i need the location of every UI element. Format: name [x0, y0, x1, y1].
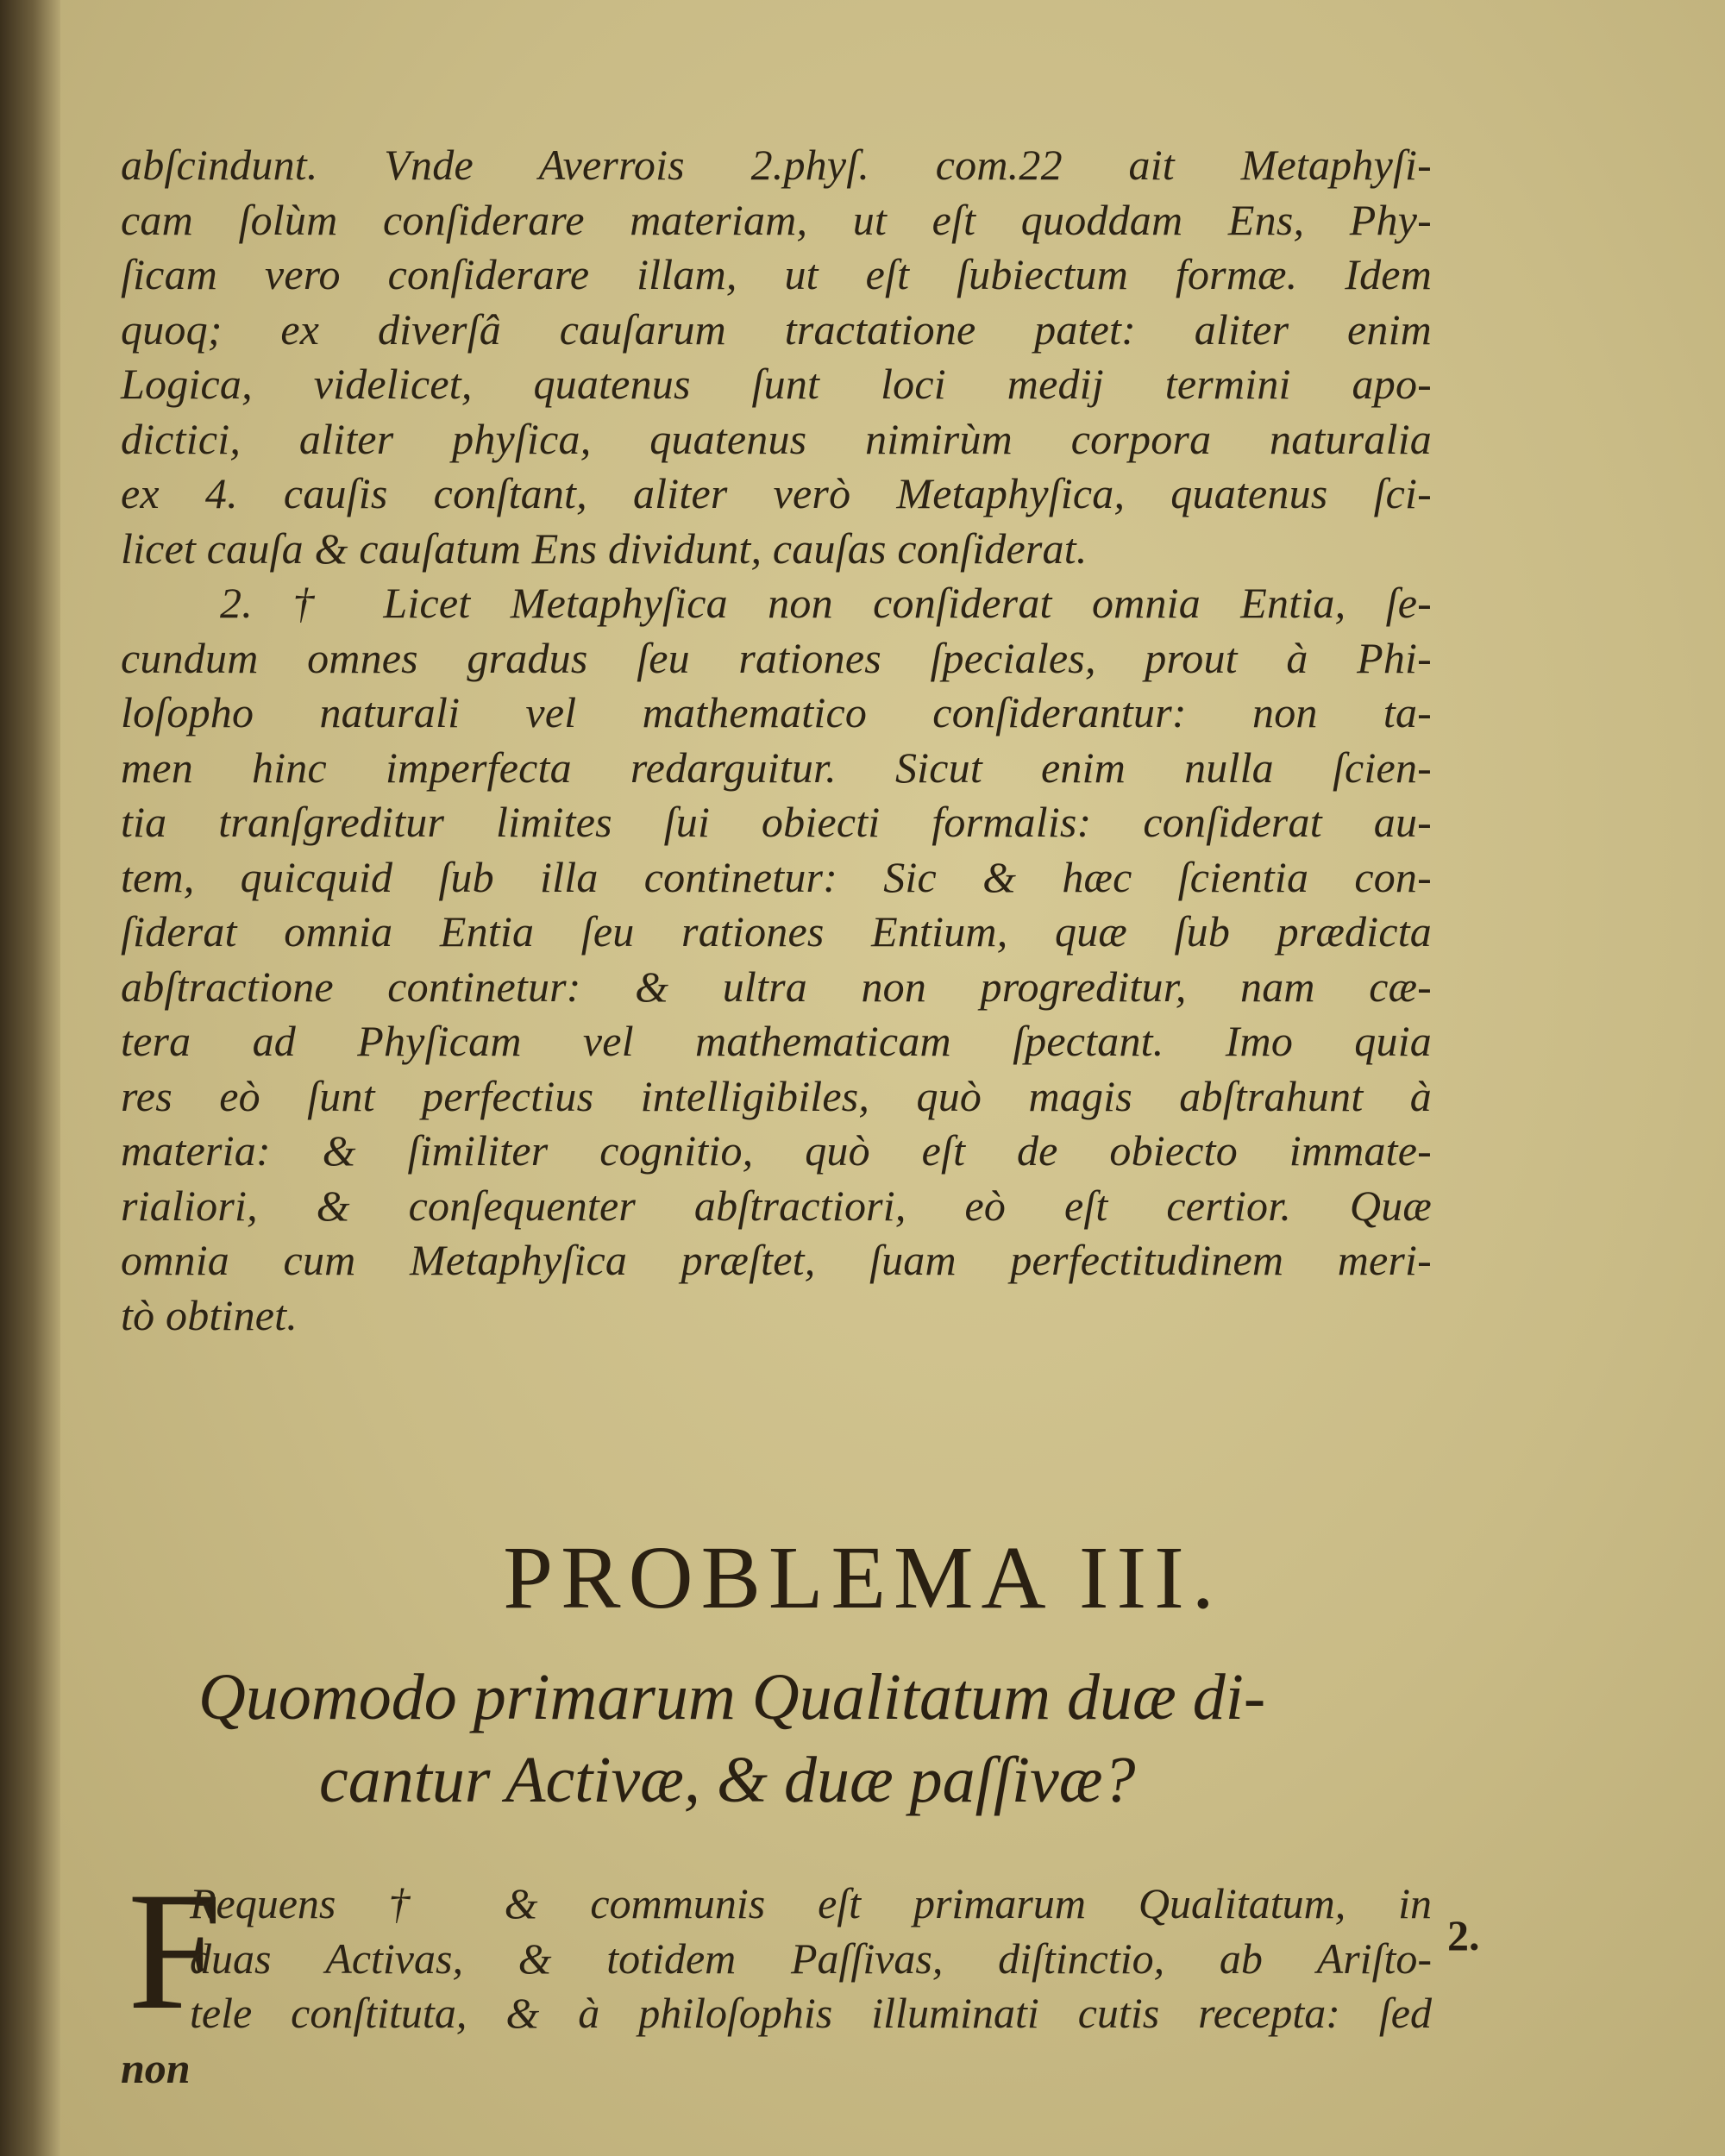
text-line: ſiderat omnia Entia ſeu rationes Entium, quæ ſub prædicta	[121, 907, 1432, 956]
body-text	[121, 138, 1432, 1343]
scan-left-edge	[0, 0, 60, 2156]
text-line: duas Activas, & totidem Paſſivas, diſtinctio, ab Ariſto-	[190, 1934, 1432, 1983]
text-line: tia tranſgreditur limites ſui obiecti formalis: conſiderat au-	[121, 798, 1432, 846]
text-line: quoq; ex diverſâ cauſarum tractatione patet: aliter enim	[121, 304, 1432, 354]
text-line: abſcindunt. Vnde Averrois 2.phyſ. com.22 ait Metaphyſi-	[121, 141, 1432, 189]
text-line: abſtractione continetur: & ultra non progreditur, nam cæ-	[121, 962, 1432, 1011]
drop-cap: F	[128, 1858, 223, 2045]
text-line: tele conſtituta, & à philoſophis illuminati cutis recepta: ſed	[190, 1989, 1432, 2037]
text-line: Requens † & communis eſt primarum Qualitatum, in	[190, 1879, 1432, 1927]
text-line: cundum omnes gradus ſeu rationes ſpeciales, prout à Phi-	[121, 633, 1432, 682]
section-heading: PROBLEMA III.	[503, 1528, 1222, 1627]
text-line: cam ſolùm conſiderare materiam, ut eſt quoddam Ens, Phy-	[121, 195, 1432, 244]
text-line: materia: & ſimiliter cognitio, quò eſt de obiecto immate-	[121, 1126, 1432, 1175]
text-line: loſopho naturali vel mathematico conſiderantur: non ta-	[121, 688, 1432, 736]
text-line: ſicam vero conſiderare illam, ut eſt ſubiectum formæ. Idem	[121, 250, 1432, 298]
subtitle-line: Quomodo primarum Qualitatum duæ di-	[198, 1661, 1266, 1733]
paragraph-2	[121, 576, 1432, 1343]
section-subtitle	[198, 1656, 1406, 1821]
subtitle-line: cantur Activæ, & duæ paſſivæ?	[319, 1744, 1136, 1816]
text-line: Logica, videlicet, quatenus ſunt loci medij termini apo-	[121, 360, 1432, 408]
text-line: tò obtinet.	[121, 1290, 298, 1339]
paragraph-1	[121, 138, 1432, 576]
text-line: tem, quicquid ſub illa continetur: Sic & hæc ſcientia con-	[121, 852, 1432, 901]
text-line: tera ad Phyſicam vel mathematicam ſpectant. Imo quia	[121, 1017, 1432, 1065]
text-line: omnia cum Metaphyſica præſtet, ſuam perfectitudinem meri-	[121, 1236, 1432, 1284]
text-line: licet cauſa & cauſatum Ens dividunt, cauſas conſiderat.	[121, 523, 1088, 573]
text-line: rialiori, & conſequenter abſtractiori, eò eſt certior. Quæ	[121, 1181, 1432, 1230]
text-line: men hinc imperfecta redarguitur. Sicut enim nulla ſcien-	[121, 743, 1432, 792]
catchword: non	[121, 2043, 191, 2092]
text-line: res eò ſunt perfectius intelligibiles, quò magis abſtrahunt à	[121, 1071, 1432, 1120]
paragraph-3	[121, 1858, 1432, 2095]
text-line: ex 4. cauſis conſtant, aliter verò Metaphyſica, quatenus ſci-	[121, 469, 1432, 517]
margin-number: 2.	[1447, 1911, 1480, 1959]
text-line: dictici, aliter phyſica, quatenus nimirùm corpora naturalia	[121, 414, 1432, 463]
text-line: 2. † Licet Metaphyſica non conſiderat omnia Entia, ſe-	[220, 579, 1432, 627]
